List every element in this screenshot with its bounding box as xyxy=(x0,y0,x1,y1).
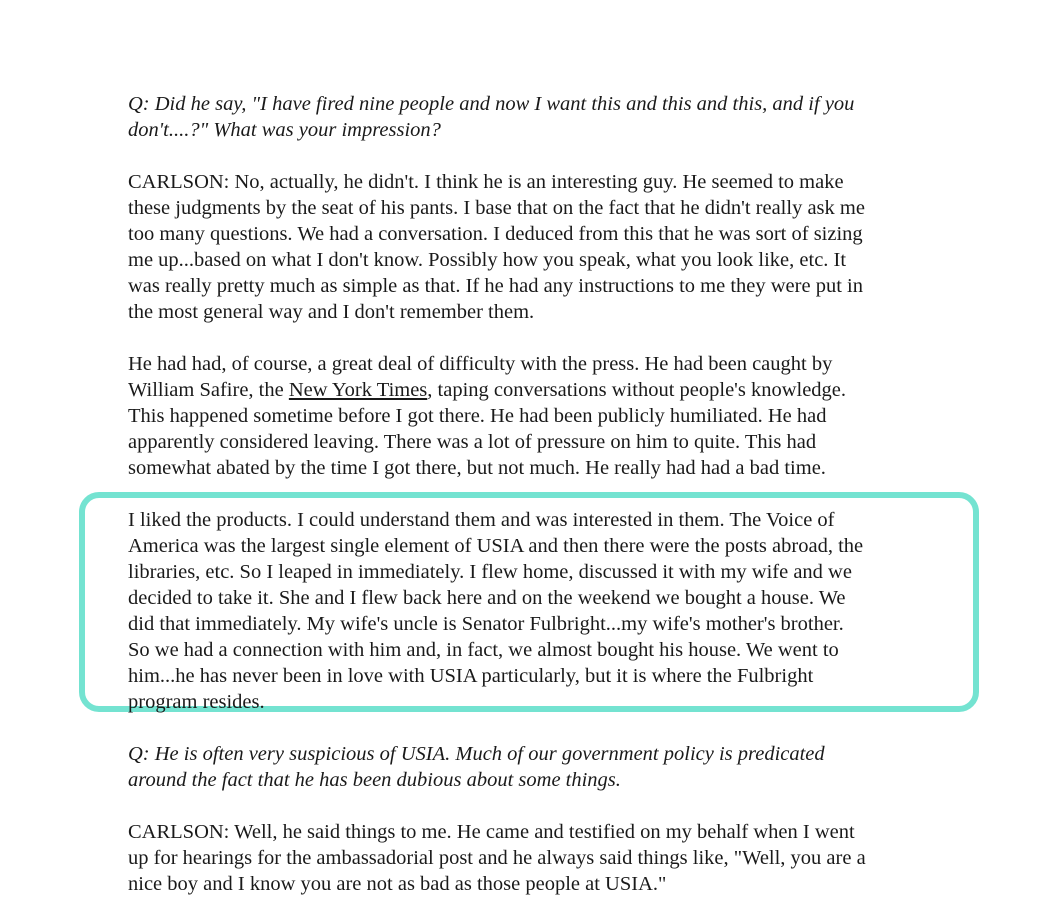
newspaper-title: New York Times xyxy=(288,379,428,401)
question-paragraph-1: Q: Did he say, "I have fired nine people and now I want this and this and this, and if you don't....?" What was your impression? xyxy=(128,93,855,141)
answer-paragraph-1: CARLSON: No, actually, he didn't. I think he is an interesting guy. He seemed to make these judgments by the seat of his pants. I base that on the fact that he didn't really ask me too many questions. We had a conversation. I deduced from this that he was sort of sizing me up...based on what I don't know. Possibly how you speak, what you look like, etc. It was really pretty much as simple as that. If he had any instructions to me they were put in the most general way and I don't remember them. xyxy=(128,171,865,323)
paragraph-press-difficulty xyxy=(128,351,928,481)
paragraph-text: , taping conversations without people's knowledge. This happened sometime before I got there. He had been publicly humiliated. He had apparently considered leaving. There was a lot of pressure on him to quite. This had somewhat abated by the time I got there, but not much. He really had had a bad time. xyxy=(128,379,847,479)
question-paragraph-2: Q: He is often very suspicious of USIA. Much of our government policy is predicated around the fact that he has been dubious about some things. xyxy=(128,743,825,791)
paragraph-text: He had had, of course, a great deal of difficulty with the press. He had been caught by William Safire, the xyxy=(128,353,833,401)
highlighted-paragraph: I liked the products. I could understand them and was interested in them. The Voice of America was the largest single element of USIA and then there were the posts abroad, the libraries, etc. So I leaped in immediately. I flew home, discussed it with my wife and we decided to take it. She and I flew back here and on the weekend we bought a house. We did that immediately. My wife's uncle is Senator Fulbright...my wife's mother's brother. So we had a connection with him and, in fact, we almost bought his house. We went to him...he has never been in love with USIA particularly, but it is where the Fulbright program resides. xyxy=(128,509,864,713)
answer-paragraph-2: CARLSON: Well, he said things to me. He came and testified on my behalf when I went up for hearings for the ambassadorial post and he always said things like, "Well, you are a nice boy and I know you are not as bad as those people at USIA." xyxy=(128,821,866,895)
